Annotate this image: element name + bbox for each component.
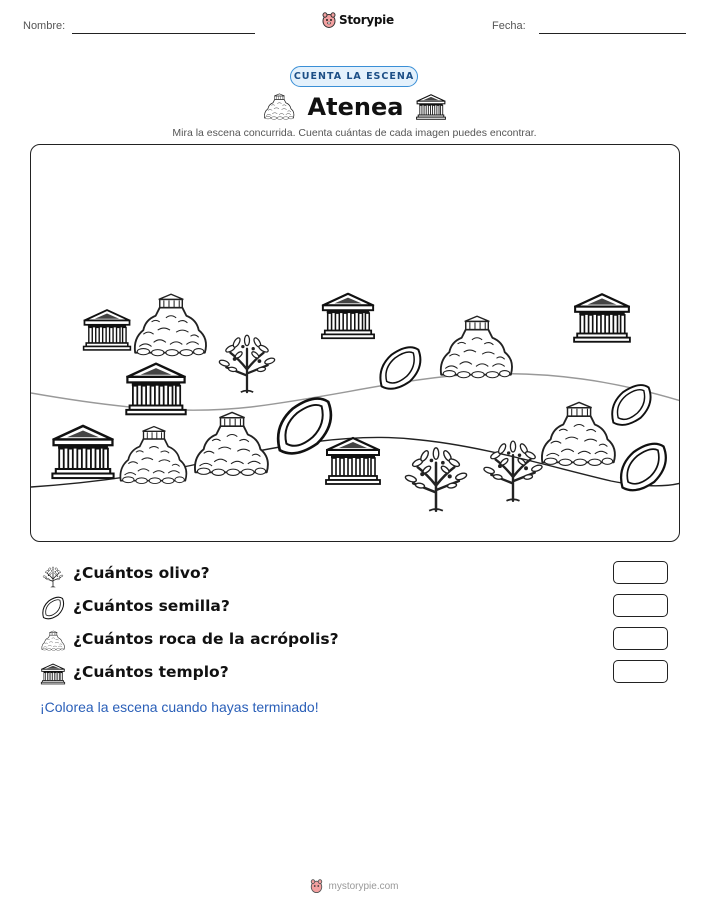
color-instruction: ¡Colorea la escena cuando hayas terminado! <box>40 699 319 715</box>
name-label: Nombre: <box>23 20 66 32</box>
acropolis-rock-icon <box>262 93 296 121</box>
acropolis-rock-icon <box>195 412 268 475</box>
footer-site-text: mystorypie.com <box>328 880 399 892</box>
acropolis-rock-icon <box>441 316 512 378</box>
answer-box-seed[interactable] <box>613 594 668 617</box>
question-text: ¿Cuántos olivo? <box>73 564 210 582</box>
date-label: Fecha: <box>492 20 526 32</box>
activity-badge: CUENTA LA ESCENA <box>290 66 418 87</box>
olive-tree-icon <box>405 448 468 511</box>
question-text: ¿Cuántos semilla? <box>73 597 230 615</box>
olive-tree-icon <box>483 441 543 501</box>
acropolis-rock-icon <box>542 402 615 465</box>
temple-icon <box>52 426 113 478</box>
answer-box-olive[interactable] <box>613 561 668 584</box>
question-text: ¿Cuántos roca de la acrópolis? <box>73 630 339 648</box>
temple-icon <box>415 93 447 121</box>
seed-icon <box>612 385 650 425</box>
answer-box-acropolis-rock[interactable] <box>613 627 668 650</box>
name-field-line[interactable] <box>72 33 255 34</box>
date-field-line[interactable] <box>539 33 686 34</box>
busy-scene[interactable] <box>30 144 680 542</box>
instructions: Mira la escena concurrida. Cuenta cuántas de cada imagen puedes encontrar. <box>172 127 537 139</box>
temple-icon <box>322 294 374 338</box>
question-row-olive <box>40 562 670 588</box>
acropolis-rock-icon <box>135 294 206 356</box>
temple-icon <box>40 661 66 687</box>
olive-tree-icon <box>219 335 276 392</box>
acropolis-rock-icon <box>120 427 186 484</box>
scene-artwork <box>31 145 680 542</box>
olive-tree-icon <box>40 562 66 588</box>
seed-icon <box>380 347 420 389</box>
footer-site <box>0 879 709 893</box>
seed-icon <box>40 595 66 621</box>
question-row-seed <box>40 595 670 621</box>
title-row <box>0 90 709 124</box>
temple-icon <box>84 310 131 350</box>
temple-icon <box>126 364 185 415</box>
temple-icon <box>574 294 630 342</box>
answer-box-temple[interactable] <box>613 660 668 683</box>
temple-icon <box>326 438 380 484</box>
page-title: Atenea <box>307 93 404 121</box>
storypie-logo <box>322 12 394 28</box>
question-row-acropolis-rock <box>40 628 670 654</box>
seed-icon <box>278 399 331 454</box>
storypie-mascot-icon <box>322 12 336 28</box>
question-row-temple <box>40 661 670 687</box>
question-text: ¿Cuántos templo? <box>73 663 229 681</box>
seed-icon <box>621 444 666 490</box>
brand-name: Storypie <box>339 13 394 27</box>
acropolis-rock-icon <box>40 628 66 654</box>
storypie-mascot-icon <box>310 879 323 893</box>
